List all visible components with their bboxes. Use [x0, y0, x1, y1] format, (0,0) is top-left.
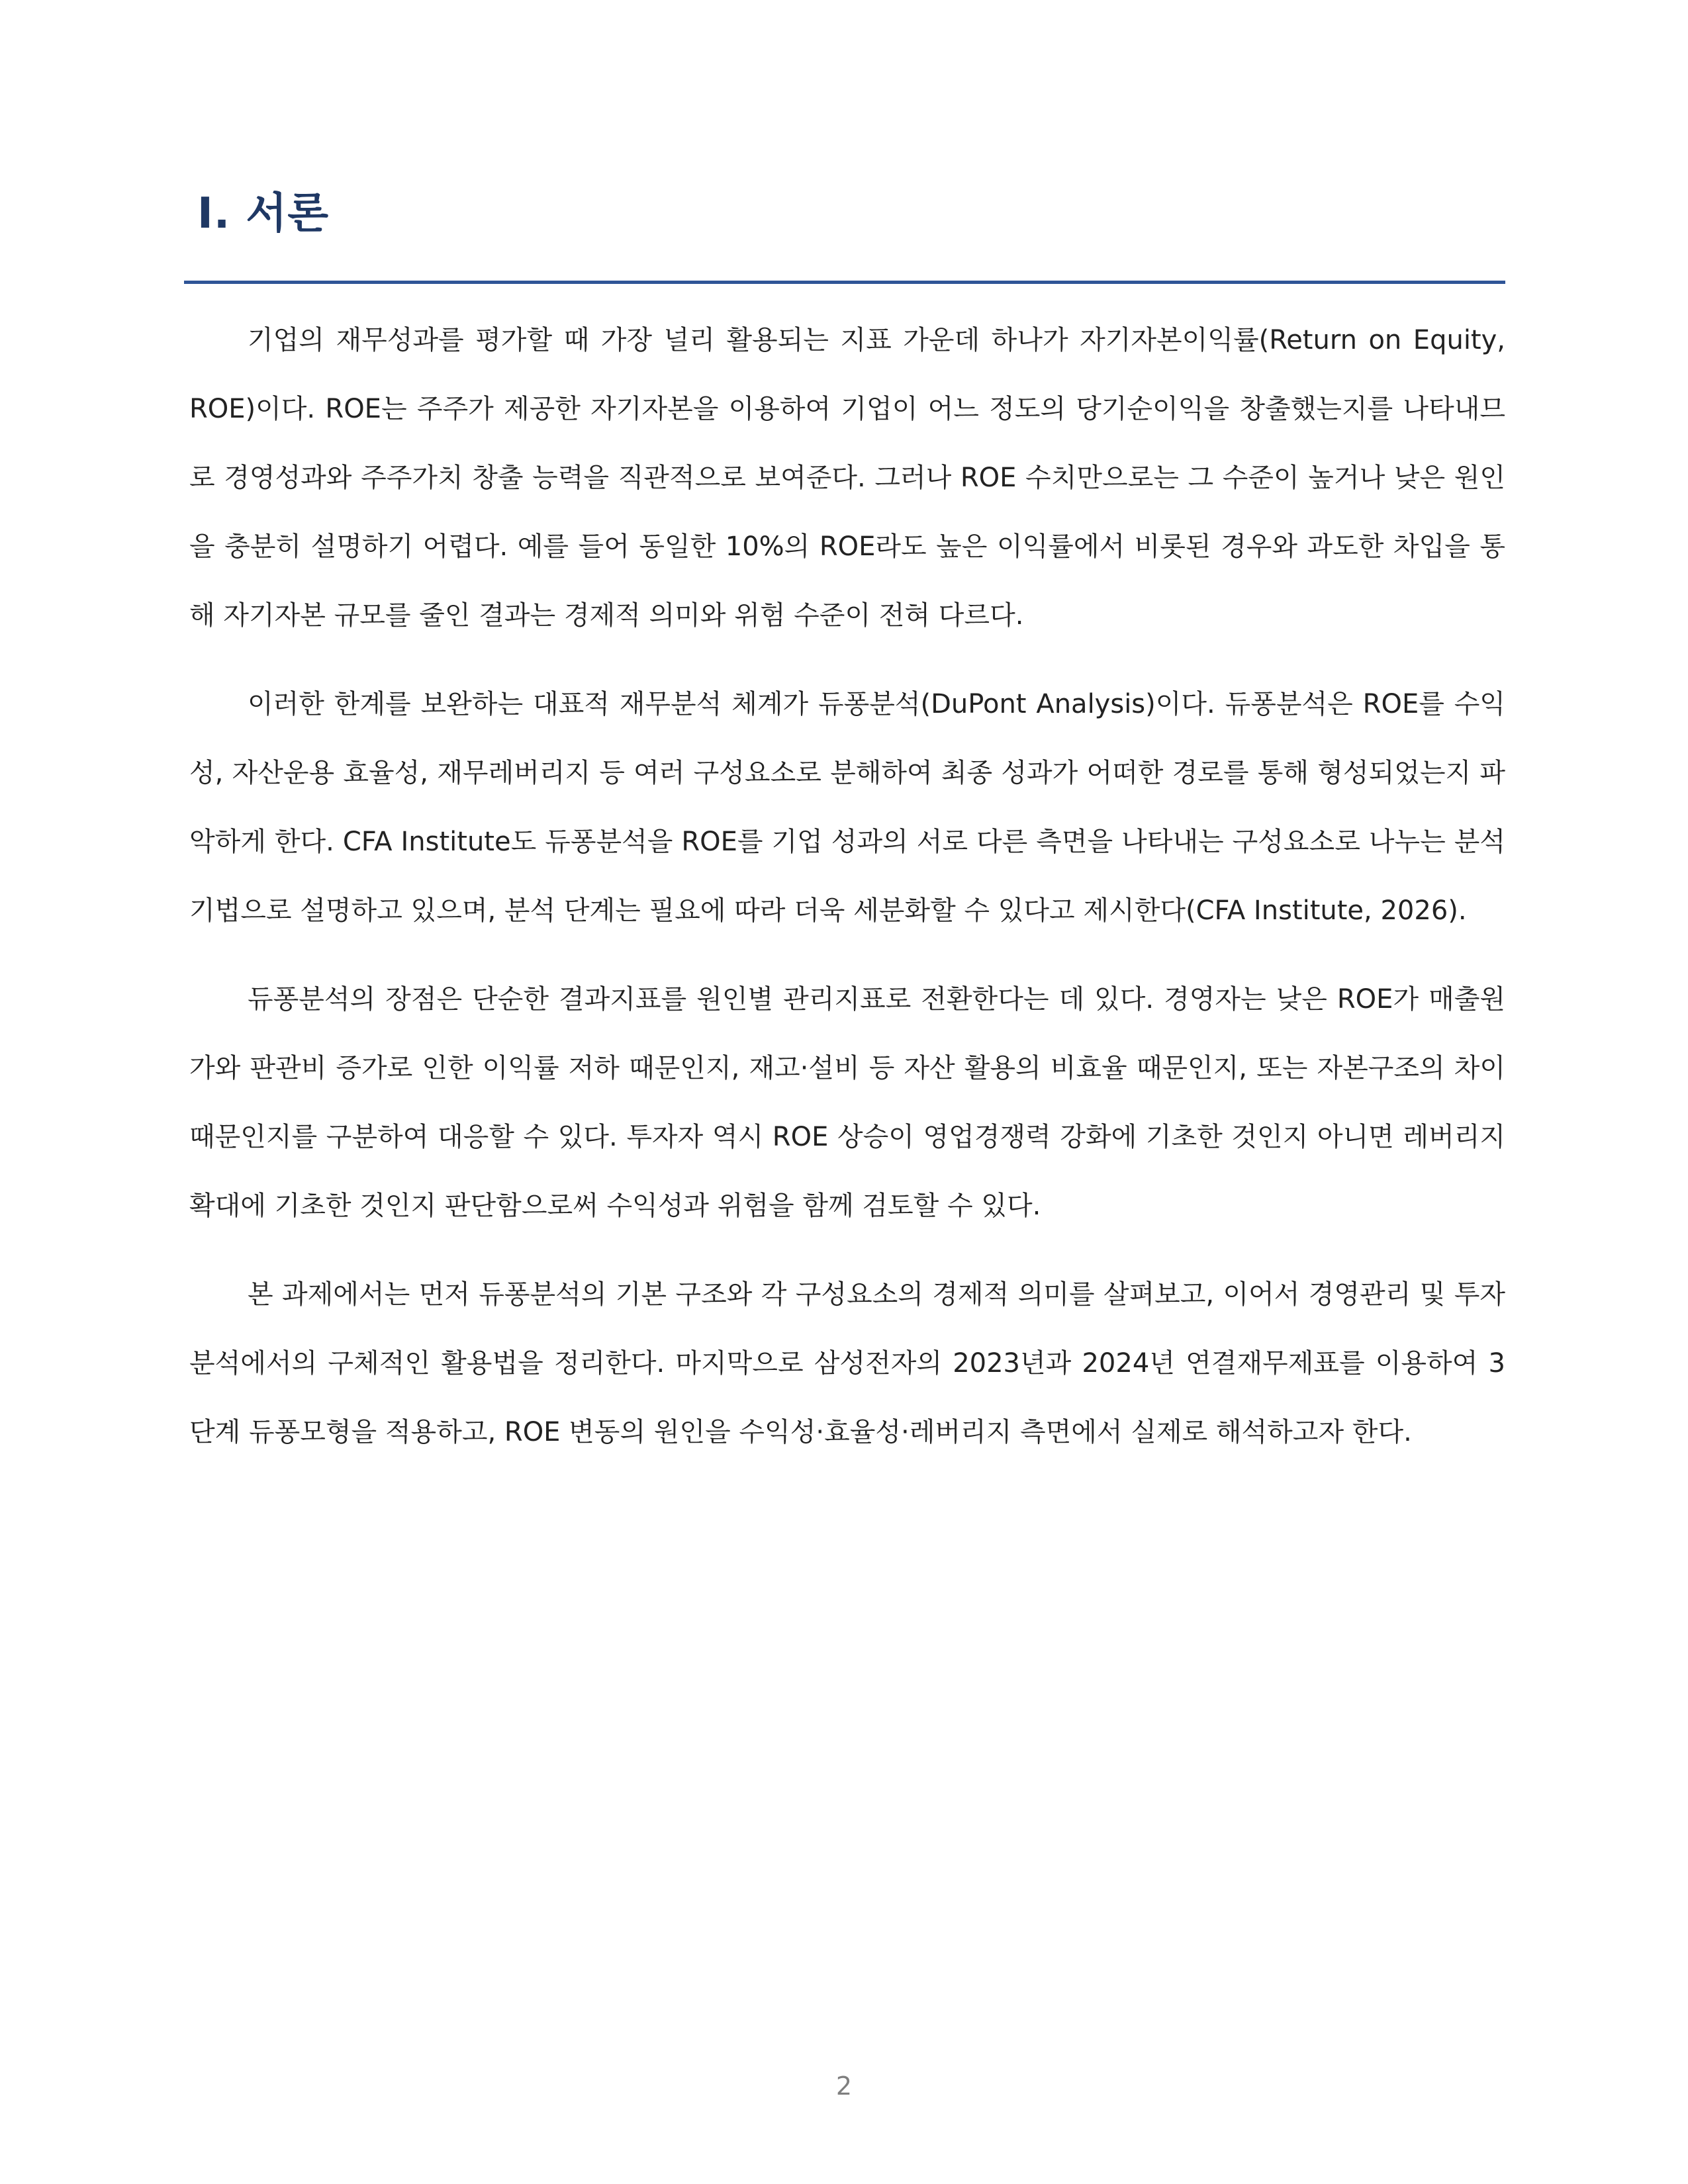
heading-divider: [184, 281, 1505, 284]
paragraph-4: 본 과제에서는 먼저 듀퐁분석의 기본 구조와 각 구성요소의 경제적 의미를 살펴보고, 이어서 경영관리 및 투자분석에서의 구체적인 활용법을 정리한다. 마지막으로 삼성전자의 2023년과 2024년 연결재무제표를 이용하여 3단계 듀퐁모형을 적용하고, ROE 변동의 원인을 수익성·효율성·레버리지 측면에서 실제로 해석하고자 한다.: [189, 1279, 1505, 1447]
paragraph-3: 듀퐁분석의 장점은 단순한 결과지표를 원인별 관리지표로 전환한다는 데 있다. 경영자는 낮은 ROE가 매출원가와 판관비 증가로 인한 이익률 저하 때문인지, 재고·설비 등 자산 활용의 비효율 때문인지, 또는 자본구조의 차이 때문인지를 구분하여 대응할 수 있다. 투자자 역시 ROE 상승이 영업경쟁력 강화에 기초한 것인지 아니면 레버리지 확대에 기초한 것인지 판단함으로써 수익성과 위험을 함께 검토할 수 있다.: [189, 984, 1505, 1221]
paragraph-2: 이러한 한계를 보완하는 대표적 재무분석 체계가 듀퐁분석(DuPont Analysis)이다. 듀퐁분석은 ROE를 수익성, 자산운용 효율성, 재무레버리지 등 여러 구성요소로 분해하여 최종 성과가 어떠한 경로를 통해 형성되었는지 파악하게 한다. CFA Institute도 듀퐁분석을 ROE를 기업 성과의 서로 다른 측면을 나타내는 구성요소로 나누는 분석기법으로 설명하고 있으며, 분석 단계는 필요에 따라 더욱 세분화할 수 있다고 제시한다(CFA Institute, 2026).: [189, 689, 1505, 926]
section-heading: Ⅰ. 서론: [197, 189, 330, 238]
body-text: [189, 306, 1505, 1486]
paragraph-1: 기업의 재무성과를 평가할 때 가장 널리 활용되는 지표 가운데 하나가 자기자본이익률(Return on Equity, ROE)이다. ROE는 주주가 제공한 자기자본을 이용하여 기업이 어느 정도의 당기순이익을 창출했는지를 나타내므로 경영성과와 주주가치 창출 능력을 직관적으로 보여준다. 그러나 ROE 수치만으로는 그 수준이 높거나 낮은 원인을 충분히 설명하기 어렵다. 예를 들어 동일한 10%의 ROE라도 높은 이익률에서 비롯된 경우와 과도한 차입을 통해 자기자본 규모를 줄인 결과는 경제적 의미와 위험 수준이 전혀 다르다.: [189, 325, 1505, 631]
page-number: 2: [835, 2071, 853, 2101]
